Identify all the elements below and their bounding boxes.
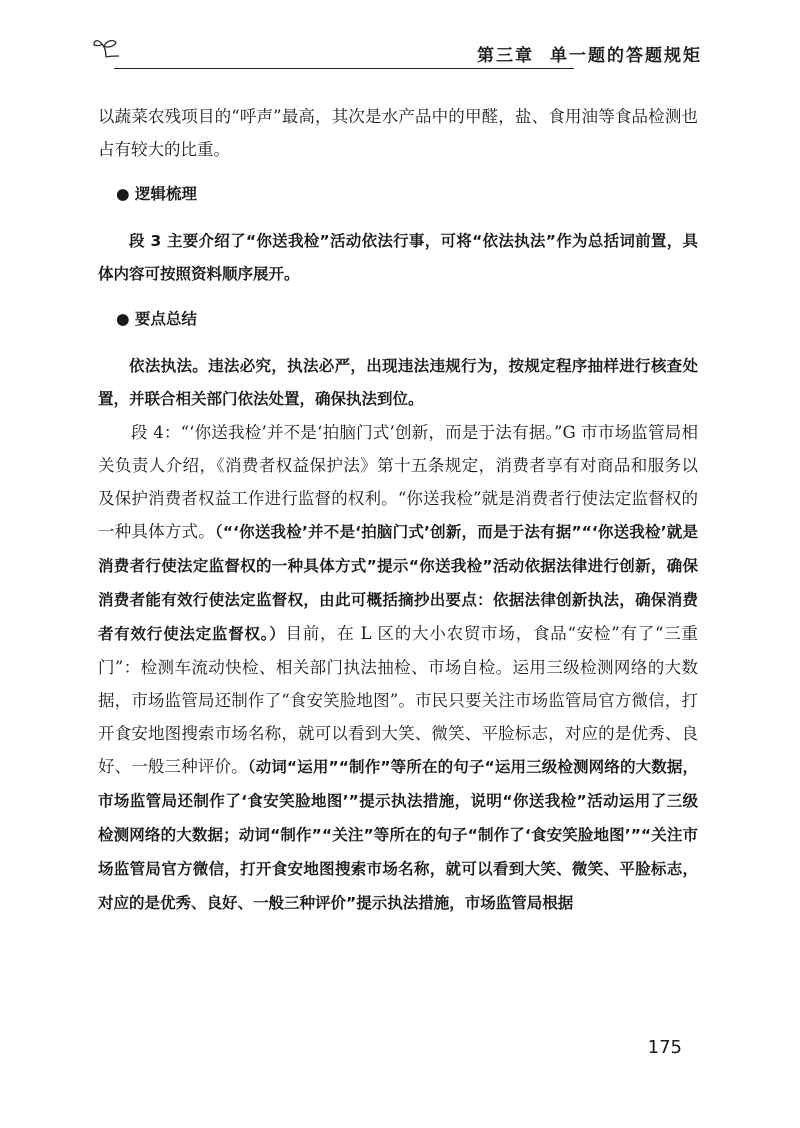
logic-heading: ● 逻辑梳理 bbox=[116, 185, 197, 203]
paragraph-1: 以蔬菜农残项目的“呼声”最高，其次是水产品中的甲醛，盐、食用油等食品检测也占有较大的比重。 bbox=[98, 107, 698, 159]
summary-heading: ● 要点总结 bbox=[116, 310, 197, 328]
chapter-label: 第三章 bbox=[477, 46, 534, 66]
page-number: 175 bbox=[647, 1037, 682, 1058]
chapter-title bbox=[477, 41, 702, 66]
paragraph-3: 依法执法。违法必究，执法必严，出现违法违规行为，按规定程序抽样进行核查处置，并联合相关部门依法处置，确保执法到位。 bbox=[98, 357, 698, 408]
paragraph-4-text-a: 段 4：“‘你送我检’并不是‘拍脑门式’创新，而是于法有据。”G 市市场监管局相关负责人介绍，《消费者权益保护法》第十五条规定，消费者享有对商品和服务以及保护消费者权益工作进行监督的权利。“你送我检”就是消费者行使法定监督权的一种具体方式。 bbox=[98, 423, 698, 541]
paragraph-2: 段 3 主要介绍了“你送我检”活动依法行事，可将“依法执法”作为总括词前置，具体内容可按照资料顺序展开。 bbox=[98, 232, 698, 283]
running-header bbox=[92, 30, 702, 70]
header-rule bbox=[114, 68, 574, 69]
paragraph-4-text-c: 目前，在 L 区的大小农贸市场，食品“安检”有了“三重门”：检测车流动快检、相关部门执法抽检、市场自检。运用三级检测网络的大数据，市场监管局还制作了“食安笑脸地图”。市民只要关注市场监管局官方微信，打开食安地图搜索市场名称，就可以看到大笑、微笑、平脸标志，对应的是优秀、良好、一般三种评价。 bbox=[98, 624, 698, 776]
page-body bbox=[98, 100, 698, 920]
paragraph-4 bbox=[98, 416, 698, 920]
sprout-icon bbox=[92, 36, 120, 58]
paragraph-4-note-b: （动词“运用”“制作”等所在的句子“运用三级检测网络的大数据，市场监管局还制作了‘食安笑脸地图’”提示执法措施，说明“你送我检”活动运用了三级检测网络的大数据；动词“制作”“关注”等所在的句子“制作了‘食安笑脸地图’”“关注市场监管局官方微信，打开食安地图搜索市场名称，就可以看到大笑、微笑、平脸标志，对应的是优秀、良好、一般三种评价”提示执法措施，市场监管局根据 bbox=[98, 758, 699, 912]
paragraph-4-note-a: （“‘你送我检’并不是‘拍脑门式’创新，而是于法有据”“‘你送我检’就是消费者行使法定监督权的一种具体方式”提示“你送我检”活动依据法律进行创新，确保消费者能有效行使法定监督权，由此可概括摘抄出要点：依据法律创新执法，确保消费者有效行使法定监督权。） bbox=[98, 523, 699, 643]
section-title: 单一题的答题规矩 bbox=[550, 46, 702, 66]
